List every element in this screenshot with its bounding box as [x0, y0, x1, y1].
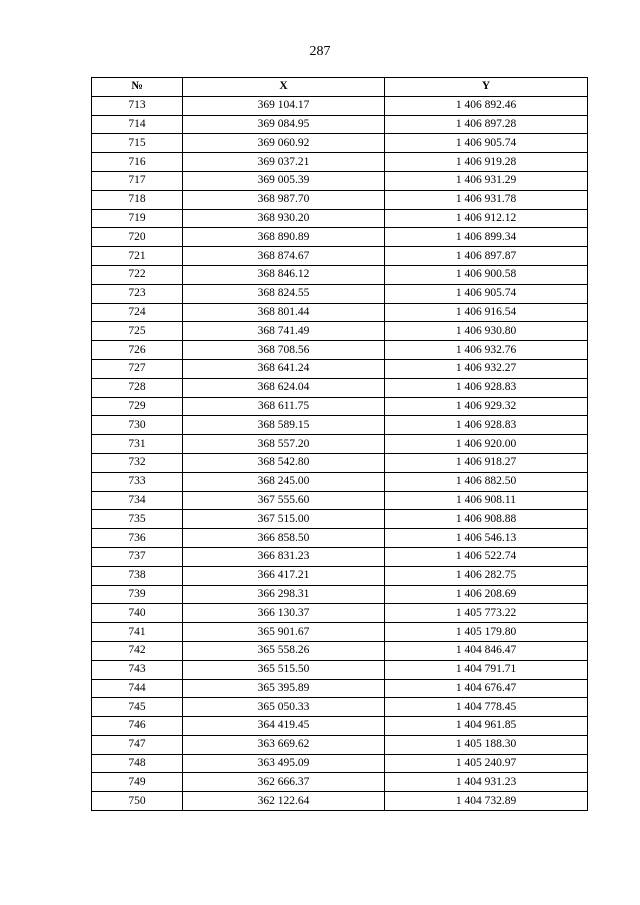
header-x: X — [183, 78, 385, 97]
cell-y: 1 406 920.00 — [385, 435, 588, 454]
cell-y: 1 404 676.47 — [385, 679, 588, 698]
cell-number: 750 — [92, 792, 183, 811]
cell-y: 1 406 908.88 — [385, 510, 588, 529]
table-row — [92, 303, 588, 322]
table-row — [92, 209, 588, 228]
cell-number: 731 — [92, 435, 183, 454]
table-row — [92, 96, 588, 115]
table-row — [92, 773, 588, 792]
table-row — [92, 359, 588, 378]
cell-y: 1 406 522.74 — [385, 547, 588, 566]
cell-x: 368 542.80 — [183, 453, 385, 472]
cell-x: 369 060.92 — [183, 134, 385, 153]
table-row — [92, 735, 588, 754]
cell-x: 366 130.37 — [183, 604, 385, 623]
cell-y: 1 405 773.22 — [385, 604, 588, 623]
cell-number: 745 — [92, 698, 183, 717]
cell-number: 735 — [92, 510, 183, 529]
cell-x: 368 624.04 — [183, 378, 385, 397]
cell-y: 1 406 929.32 — [385, 397, 588, 416]
cell-number: 721 — [92, 247, 183, 266]
table-row — [92, 717, 588, 736]
cell-y: 1 406 900.58 — [385, 265, 588, 284]
cell-y: 1 406 919.28 — [385, 153, 588, 172]
cell-y: 1 404 961.85 — [385, 717, 588, 736]
cell-y: 1 406 546.13 — [385, 529, 588, 548]
cell-x: 368 874.67 — [183, 247, 385, 266]
cell-x: 368 824.55 — [183, 284, 385, 303]
cell-number: 724 — [92, 303, 183, 322]
cell-y: 1 406 282.75 — [385, 566, 588, 585]
cell-number: 714 — [92, 115, 183, 134]
cell-y: 1 406 918.27 — [385, 453, 588, 472]
cell-y: 1 406 897.87 — [385, 247, 588, 266]
cell-y: 1 406 905.74 — [385, 284, 588, 303]
cell-number: 744 — [92, 679, 183, 698]
cell-number: 736 — [92, 529, 183, 548]
cell-y: 1 404 931.23 — [385, 773, 588, 792]
table-row — [92, 190, 588, 209]
table-row — [92, 491, 588, 510]
table-row — [92, 679, 588, 698]
table-row — [92, 153, 588, 172]
table-row — [92, 453, 588, 472]
cell-x: 368 987.70 — [183, 190, 385, 209]
table-row — [92, 341, 588, 360]
cell-x: 368 801.44 — [183, 303, 385, 322]
cell-y: 1 405 179.80 — [385, 623, 588, 642]
table-row — [92, 134, 588, 153]
cell-y: 1 406 928.83 — [385, 378, 588, 397]
table-row — [92, 472, 588, 491]
cell-y: 1 405 188.30 — [385, 735, 588, 754]
table-row — [92, 510, 588, 529]
cell-y: 1 406 931.29 — [385, 171, 588, 190]
table-row — [92, 397, 588, 416]
cell-y: 1 406 905.74 — [385, 134, 588, 153]
table-row — [92, 623, 588, 642]
cell-x: 366 831.23 — [183, 547, 385, 566]
table-row — [92, 228, 588, 247]
cell-x: 365 515.50 — [183, 660, 385, 679]
table-row — [92, 416, 588, 435]
cell-y: 1 406 932.76 — [385, 341, 588, 360]
cell-x: 363 495.09 — [183, 754, 385, 773]
table-row — [92, 566, 588, 585]
table-row — [92, 435, 588, 454]
page-number: 287 — [309, 44, 331, 59]
table-row — [92, 792, 588, 811]
cell-number: 729 — [92, 397, 183, 416]
cell-x: 368 589.15 — [183, 416, 385, 435]
cell-y: 1 405 240.97 — [385, 754, 588, 773]
cell-number: 718 — [92, 190, 183, 209]
cell-x: 368 611.75 — [183, 397, 385, 416]
cell-number: 730 — [92, 416, 183, 435]
cell-number: 748 — [92, 754, 183, 773]
cell-number: 733 — [92, 472, 183, 491]
cell-x: 367 555.60 — [183, 491, 385, 510]
cell-number: 717 — [92, 171, 183, 190]
cell-number: 720 — [92, 228, 183, 247]
table-row — [92, 265, 588, 284]
table-row — [92, 585, 588, 604]
table-row — [92, 698, 588, 717]
cell-y: 1 406 208.69 — [385, 585, 588, 604]
cell-x: 365 050.33 — [183, 698, 385, 717]
cell-number: 713 — [92, 96, 183, 115]
cell-x: 364 419.45 — [183, 717, 385, 736]
table-row — [92, 604, 588, 623]
cell-number: 737 — [92, 547, 183, 566]
cell-x: 366 858.50 — [183, 529, 385, 548]
cell-y: 1 406 916.54 — [385, 303, 588, 322]
table-row — [92, 115, 588, 134]
cell-y: 1 406 928.83 — [385, 416, 588, 435]
table-row — [92, 284, 588, 303]
cell-x: 368 245.00 — [183, 472, 385, 491]
table-row — [92, 378, 588, 397]
table-header-row — [92, 78, 588, 97]
cell-x: 369 005.39 — [183, 171, 385, 190]
cell-number: 727 — [92, 359, 183, 378]
cell-x: 365 901.67 — [183, 623, 385, 642]
cell-y: 1 404 778.45 — [385, 698, 588, 717]
cell-number: 734 — [92, 491, 183, 510]
cell-number: 743 — [92, 660, 183, 679]
table-row — [92, 641, 588, 660]
cell-number: 726 — [92, 341, 183, 360]
cell-x: 368 930.20 — [183, 209, 385, 228]
cell-x: 369 037.21 — [183, 153, 385, 172]
cell-x: 366 298.31 — [183, 585, 385, 604]
table-row — [92, 247, 588, 266]
cell-number: 725 — [92, 322, 183, 341]
cell-y: 1 406 882.50 — [385, 472, 588, 491]
cell-x: 368 890.89 — [183, 228, 385, 247]
cell-x: 365 395.89 — [183, 679, 385, 698]
cell-number: 723 — [92, 284, 183, 303]
cell-number: 740 — [92, 604, 183, 623]
cell-x: 368 741.49 — [183, 322, 385, 341]
table-row — [92, 529, 588, 548]
header-y: Y — [385, 78, 588, 97]
table-row — [92, 660, 588, 679]
cell-y: 1 404 846.47 — [385, 641, 588, 660]
cell-x: 368 641.24 — [183, 359, 385, 378]
cell-y: 1 404 732.89 — [385, 792, 588, 811]
cell-y: 1 406 932.27 — [385, 359, 588, 378]
cell-x: 362 122.64 — [183, 792, 385, 811]
cell-number: 742 — [92, 641, 183, 660]
header-number: № — [92, 78, 183, 97]
table-body — [92, 96, 588, 810]
cell-x: 369 084.95 — [183, 115, 385, 134]
cell-number: 746 — [92, 717, 183, 736]
cell-number: 722 — [92, 265, 183, 284]
cell-number: 728 — [92, 378, 183, 397]
cell-x: 366 417.21 — [183, 566, 385, 585]
cell-y: 1 406 912.12 — [385, 209, 588, 228]
table-row — [92, 547, 588, 566]
cell-y: 1 404 791.71 — [385, 660, 588, 679]
cell-number: 716 — [92, 153, 183, 172]
cell-x: 369 104.17 — [183, 96, 385, 115]
cell-y: 1 406 897.28 — [385, 115, 588, 134]
table-row — [92, 754, 588, 773]
cell-y: 1 406 931.78 — [385, 190, 588, 209]
cell-x: 365 558.26 — [183, 641, 385, 660]
coordinates-table — [91, 77, 588, 811]
cell-x: 368 557.20 — [183, 435, 385, 454]
cell-x: 368 708.56 — [183, 341, 385, 360]
cell-number: 749 — [92, 773, 183, 792]
cell-number: 738 — [92, 566, 183, 585]
cell-y: 1 406 892.46 — [385, 96, 588, 115]
cell-y: 1 406 930.80 — [385, 322, 588, 341]
cell-number: 741 — [92, 623, 183, 642]
cell-number: 719 — [92, 209, 183, 228]
cell-x: 368 846.12 — [183, 265, 385, 284]
cell-number: 747 — [92, 735, 183, 754]
cell-number: 732 — [92, 453, 183, 472]
table-row — [92, 322, 588, 341]
cell-x: 367 515.00 — [183, 510, 385, 529]
cell-number: 715 — [92, 134, 183, 153]
cell-x: 362 666.37 — [183, 773, 385, 792]
table-row — [92, 171, 588, 190]
cell-y: 1 406 899.34 — [385, 228, 588, 247]
cell-y: 1 406 908.11 — [385, 491, 588, 510]
cell-x: 363 669.62 — [183, 735, 385, 754]
cell-number: 739 — [92, 585, 183, 604]
